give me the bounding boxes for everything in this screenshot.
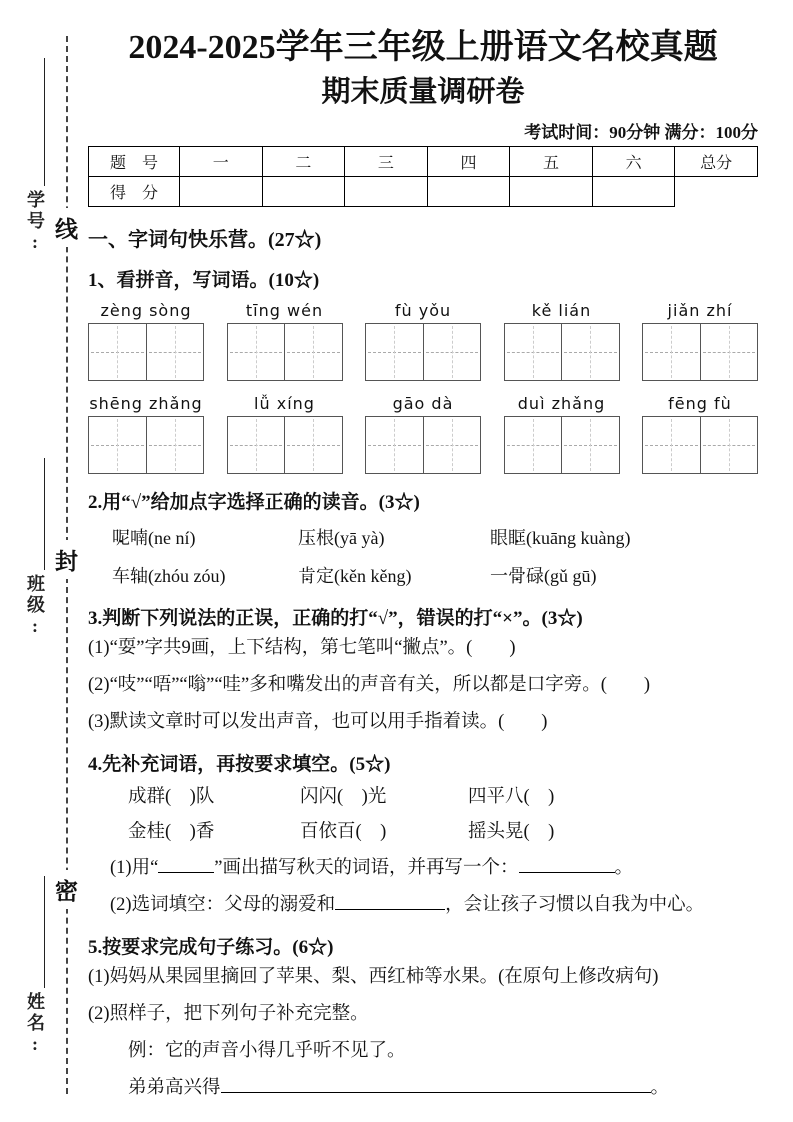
q5-item-2: (2)照样子，把下列句子补充完整。 [88,1004,369,1024]
score-table-cell-5: 五 [510,147,593,177]
answer-blank [158,854,214,874]
pinyin-word: gāo dà [392,394,454,413]
seal-char-feng: 封 [54,540,79,579]
q4-fill-1 [88,850,758,887]
name-write-line [44,876,45,988]
exam-content [88,26,758,1107]
q4-word: 闪闪( )光 [300,787,387,807]
writing-grid-pair [504,323,620,381]
class-write-line [44,458,45,570]
page-subtitle: 期末质量调研卷 [321,76,525,108]
writing-grid-pair [642,416,758,474]
pinyin-word: lǚ xíng [254,394,315,413]
q2-dotted-char: 呢 • [112,528,130,548]
q2-item [298,519,490,557]
score-table-cell-4: 四 [427,147,510,177]
name-label-text: 姓名: [25,992,45,1057]
writing-grid-row-2 [88,416,758,474]
writing-grid-pair [227,416,343,474]
score-table-cell-total: 总分 [675,147,758,177]
answer-blank [519,854,615,874]
writing-grid-cell [366,324,423,380]
q3-item-2: (2)“吱”“唔”“嗡”“哇”多和嘴发出的声音有关，所以都是口字旁。( ) [88,675,651,695]
q2-item [490,519,758,557]
q4-words-row-1 [88,780,758,815]
pinyin-word: shēng zhǎng [89,394,203,413]
score-empty-cell [180,177,263,207]
q4-word: 四平八( ) [468,787,555,807]
writing-grid-pair [365,416,481,474]
q2-heading: 2.用“√”给加点字选择正确的读音。(3☆) [88,492,420,513]
writing-grid-cell [423,417,481,473]
q4-word: 百依百( ) [300,822,387,842]
writing-grid-cell [89,417,146,473]
q2-item-after: 根(yā yà) [316,528,385,548]
q4-heading: 4.先补充词语，再按要求填空。(5☆) [88,754,391,775]
q2-item-after: 碌(gǔ gū) [526,566,597,586]
q5-heading: 5.按要求完成句子练习。(6☆) [88,937,334,958]
q3-heading: 3.判断下列说法的正误，正确的打“√”，错误的打“×”。(3☆) [88,608,583,629]
pinyin-row-1 [88,301,758,320]
score-empty-cell [345,177,428,207]
score-row-label: 得 分 [89,177,180,207]
q4-word: 成群( )队 [128,787,215,807]
q1-heading: 1、看拼音，写词语。(10☆) [88,270,320,291]
q5-last-text-a: 弟弟高兴得 [128,1078,221,1098]
exam-info: 考试时间：90分钟 满分：100分 [524,123,758,142]
writing-grid-row-1 [88,323,758,381]
q4-word: 金桂( )香 [128,822,215,842]
writing-grid-cell [643,324,700,380]
writing-grid-cell [284,324,342,380]
q2-item-after: (zhóu zóu) [148,566,226,586]
score-table-cell-2: 二 [262,147,345,177]
score-table-cell-6: 六 [592,147,675,177]
writing-grid-cell [284,417,342,473]
q2-dotted-char: 轴 • [130,566,148,586]
score-empty-cell [592,177,675,207]
q2-row-2 [88,557,758,595]
q2-dotted-char: 眶 • [508,528,526,548]
q4-word: 摇头晃( ) [468,822,555,842]
writing-grid-pair [88,323,204,381]
q2-item [112,519,298,557]
score-table-header-row [89,147,758,177]
score-table-cell-3: 三 [345,147,428,177]
writing-grid-pair [504,416,620,474]
pinyin-word: jiǎn zhí [667,301,733,320]
pinyin-word: tīng wén [245,301,324,320]
student-id-label-text: 学号: [25,190,45,255]
q2-row-1 [88,519,758,557]
pinyin-word: fù yǒu [394,301,452,320]
q2-item [298,557,490,595]
pinyin-word: fēng fù [668,394,732,413]
seal-char-xian: 线 [54,208,79,247]
pinyin-word: zèng sòng [100,301,192,320]
page-title: 2024-2025学年三年级上册语文名校真题 [128,29,718,66]
score-empty-cell [427,177,510,207]
writing-grid-cell [505,417,562,473]
writing-grid-pair [227,323,343,381]
answer-blank [221,1074,651,1094]
q4-fill2-text-a: (2)选词填空：父母的溺爱和 [110,895,336,915]
q3-item-1: (1)“耍”字共9画，上下结构，第七笔叫“撇点”。( ) [88,638,516,658]
q5-item-1: (1)妈妈从果园里摘回了苹果、梨、西红柿等水果。(在原句上修改病句) [88,967,659,987]
writing-grid-cell [146,417,204,473]
score-table-score-row [89,177,758,207]
q2-item-before: 一 [490,566,508,586]
writing-grid-cell [366,417,423,473]
section1-heading: 一、字词句快乐营。(27☆) [88,229,322,251]
score-table-cell-1: 一 [180,147,263,177]
writing-grid-cell [561,324,619,380]
name-label [22,992,48,1057]
student-id-label [22,190,48,255]
q2-item [490,557,758,595]
q2-item-after: (kuāng kuàng) [526,528,631,548]
q2-dotted-char: 肯 • [298,566,316,586]
q2-item-before: 眼 [490,528,508,548]
q2-dotted-char: 压 • [298,528,316,548]
q4-fill1-text-b: ”画出描写秋天的词语，并再写一个： [214,858,519,878]
pinyin-row-2 [88,394,758,413]
writing-grid-cell [700,324,758,380]
score-empty-cell [510,177,593,207]
q5-answer-line [88,1070,758,1107]
q4-fill1-text-c: 。 [614,858,634,878]
writing-grid-cell [561,417,619,473]
q4-words-row-2 [88,815,758,850]
student-id-write-line [44,58,45,186]
class-label [22,574,48,639]
q2-item-before: 车 [112,566,130,586]
writing-grid-cell [228,417,285,473]
writing-grid-pair [88,416,204,474]
q4-fill1-text-a: (1)用“ [110,858,159,878]
pinyin-word: kě lián [531,301,592,320]
score-table [88,146,758,207]
q2-item-after: 定(kěn kěng) [316,566,412,586]
writing-grid-cell [643,417,700,473]
writing-grid-cell [505,324,562,380]
q2-item [112,557,298,595]
q4-fill2-text-b: ，会让孩子习惯以自我为中心。 [445,895,705,915]
writing-grid-cell [89,324,146,380]
writing-grid-cell [700,417,758,473]
q2-dotted-char: 骨 • [508,566,526,586]
writing-grid-cell [423,324,481,380]
seal-char-mi: 密 [54,870,79,909]
q2-item-after: 喃(ne ní) [130,528,196,548]
writing-grid-cell [146,324,204,380]
class-label-text: 班级: [25,574,45,639]
q5-example: 例：它的声音小得几乎听不见了。 [128,1041,406,1061]
q4-fill-2 [88,887,758,924]
pinyin-word: duì zhǎng [517,394,606,413]
writing-grid-pair [365,323,481,381]
q5-last-text-b: 。 [650,1078,670,1098]
q3-item-3: (3)默读文章时可以发出声音，也可以用手指着读。( ) [88,712,548,732]
writing-grid-pair [642,323,758,381]
writing-grid-cell [228,324,285,380]
answer-blank [335,891,445,911]
score-empty-cell [262,177,345,207]
score-table-cell-tihao: 题 号 [89,147,180,177]
